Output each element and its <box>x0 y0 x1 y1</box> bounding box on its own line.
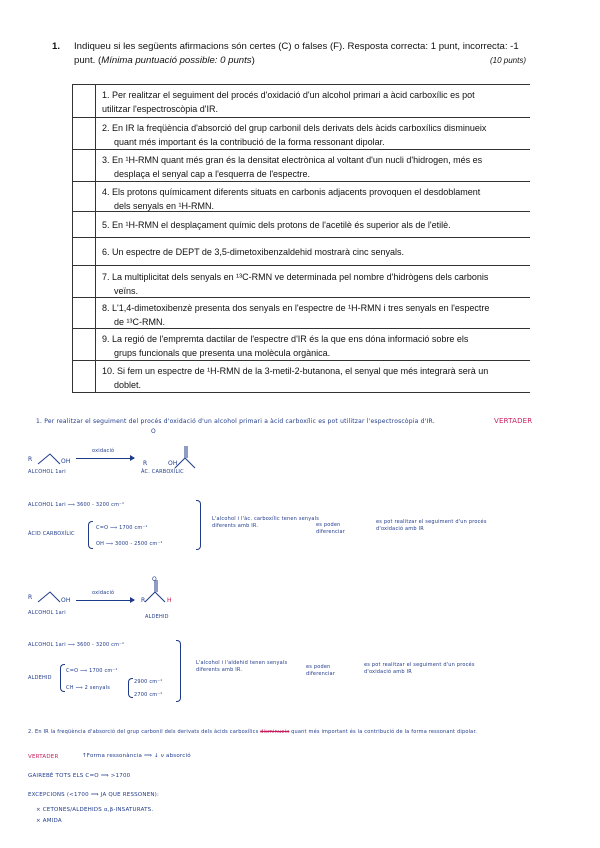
aldehyde-structure-diagram <box>30 580 210 610</box>
question-header <box>52 40 530 68</box>
statement-row <box>72 361 530 393</box>
o-label: O <box>152 576 157 583</box>
question-instructions: Indiqueu si les següents afirmacions són certes (C) o falses (F). Resposta correcta: 1 punt, incorrecta: -1 punt. (Mínima puntuació possible: 0 punts) <box>74 41 519 66</box>
statement-row <box>72 329 530 361</box>
statement-row <box>72 84 530 118</box>
statement-text: 9. La regió de l'empremta dactilar de l'espectre d'IR és la que ens dóna informació sobre els grups funcionals que presenta una molècula orgànica. <box>102 334 469 358</box>
statements-table <box>72 84 530 393</box>
answer-box[interactable] <box>72 85 96 117</box>
brace <box>176 640 181 702</box>
r-label: R <box>143 460 148 467</box>
note-es-poden: es poden diferenciar <box>306 664 336 677</box>
note-q2-verdict: VERTADER <box>28 754 59 760</box>
statement-row <box>72 182 530 212</box>
statement-text: 3. En ¹H-RMN quant més gran és la densitat electrònica al voltant d'un nucli d'hidrogen, més es desplaça el senyal cap a l'esquerra de l'espectre. <box>102 155 483 179</box>
statement-text: 2. En IR la freqüència d'absorció del grup carbonil dels derivats dels àcids carboxílics disminueix quant més important és la contribució de la forma ressonant dipolar. <box>102 123 487 147</box>
statement-row <box>72 212 530 238</box>
answer-box[interactable] <box>72 182 96 211</box>
reaction-arrow <box>76 458 134 459</box>
alcohol-label: ALCOHOL 1ari <box>28 610 66 616</box>
note-ald-co: C=O ⟹ 1700 cm⁻¹ <box>66 668 118 674</box>
note-q2-line2: GAIREBÉ TOTS ELS C=O ⟹ >1700 <box>28 773 131 779</box>
oh-label: OH <box>61 597 71 604</box>
answer-box[interactable] <box>72 238 96 265</box>
note-ald-ch: CH ⟹ 2 senyals <box>66 685 111 691</box>
answer-box[interactable] <box>72 329 96 360</box>
statement-row <box>72 298 530 329</box>
answer-box[interactable] <box>72 118 96 149</box>
note-q1-title: 1. Per realitzar el seguiment del procés d'oxidació d'un alcohol primari a àcid carboxílic es pot utilitzar l'espectroscòpia d'IR. <box>36 418 435 425</box>
aldehyde-label: ALDEHID <box>145 614 169 620</box>
statement-text: 10. Si fem un espectre de ¹H-RMN de la 3-metil-2-butanona, el senyal que més integrarà serà un doblet. <box>102 366 489 390</box>
note-brace1: L'alcohol i l'àc. carboxílic tenen senyals diferents amb IR. <box>212 516 320 529</box>
brace <box>128 678 133 698</box>
brace <box>88 521 93 549</box>
alcohol-label: ALCOHOL 1ari <box>28 469 66 475</box>
note-ald-2900: 2900 cm⁻¹ <box>134 679 163 685</box>
note-es-pot: es pot realitzar el seguiment d'un procés d'oxidació amb IR <box>364 662 475 675</box>
oxidation-label: oxidació <box>92 590 115 596</box>
note-acid-oh: OH ⟹ 3000 - 2500 cm⁻¹ <box>96 541 163 547</box>
answer-box[interactable] <box>72 266 96 297</box>
reaction-arrow <box>76 600 134 601</box>
oh-label: OH <box>168 460 178 467</box>
r-label: R <box>28 456 33 463</box>
note-q2-exception-1: × CETONES/ALDEHIDS α,β-INSATURATS. <box>36 807 154 813</box>
r-label: R <box>141 597 146 604</box>
answer-box[interactable] <box>72 298 96 328</box>
statement-text: 7. La multiplicitat dels senyals en ¹³C-RMN ve determinada pel nombre d'hidrògens dels carbonis veïns. <box>102 272 489 296</box>
note-q2-title: 2. En IR la freqüència d'absorció del grup carbonil dels derivats dels àcids carboxílics disminueix quant més important és la contribució de la forma ressonant dipolar. <box>28 729 478 735</box>
note-es-pot: es pot realitzar el seguiment d'un procés d'oxidació amb IR <box>376 519 487 532</box>
note-alcohol-ir: ALCOHOL 1ari ⟹ 3600 - 3200 cm⁻¹ <box>28 502 125 508</box>
oh-label: OH <box>61 458 71 465</box>
note-aldehyde-label: ALDEHID <box>28 675 52 681</box>
acid-label: ÀC. CARBOXÍLIC <box>141 469 184 475</box>
o-label: O <box>151 428 156 435</box>
oxidation-label: oxidació <box>92 448 115 454</box>
note-q1-verdict: VERTADER <box>494 417 533 425</box>
r-label: R <box>28 594 33 601</box>
statement-text: 8. L'1,4-dimetoxibenzè presenta dos senyals en l'espectre de ¹H-RMN i tres senyals en l'espectre de ¹³C-RMN. <box>102 303 490 327</box>
note-q2-line1: ↑Forma ressonància ⟹ ↓ ν absorció <box>82 753 191 759</box>
statement-row <box>72 238 530 266</box>
note-alcohol-ir: ALCOHOL 1ari ⟹ 3600 - 3200 cm⁻¹ <box>28 642 125 648</box>
note-acid-co: C=O ⟹ 1700 cm⁻¹ <box>96 525 148 531</box>
answer-box[interactable] <box>72 361 96 392</box>
answer-box[interactable] <box>72 212 96 237</box>
statement-text: 6. Un espectre de DEPT de 3,5-dimetoxibenzaldehid mostrarà cinc senyals. <box>102 247 405 257</box>
note-q2-exception-2: × AMIDA <box>36 818 62 824</box>
statement-text: 5. En ¹H-RMN el desplaçament químic dels protons de l'acetilè és superior als de l'etilè. <box>102 220 451 230</box>
brace <box>60 664 65 692</box>
h-label: H <box>167 597 172 604</box>
note-es-poden: es poden diferenciar <box>316 522 346 535</box>
points-label: (10 punts) <box>489 56 526 65</box>
note-brace2: L'alcohol i l'aldehid tenen senyals diferents amb IR. <box>196 660 288 673</box>
note-q2-exceptions: EXCEPCIONS (<1700 ⟹ JA QUE RESSONEN): <box>28 792 160 798</box>
statement-row <box>72 266 530 298</box>
answer-box[interactable] <box>72 150 96 181</box>
question-number: 1. <box>52 41 61 52</box>
note-ald-2700: 2700 cm⁻¹ <box>134 692 163 698</box>
statement-row <box>72 150 530 182</box>
statement-text: 4. Els protons químicament diferents situats en carbonis adjacents provoquen el desdoblament dels senyals en ¹H-RMN. <box>102 187 481 211</box>
brace <box>196 500 201 550</box>
note-acid-label: ÀCID CARBOXÍLIC <box>28 531 75 537</box>
statement-text: 1. Per realitzar el seguiment del procés d'oxidació d'un alcohol primari a àcid carboxílic es pot utilitzar l'espectroscòpia d'IR. <box>102 90 475 114</box>
statement-row <box>72 118 530 150</box>
